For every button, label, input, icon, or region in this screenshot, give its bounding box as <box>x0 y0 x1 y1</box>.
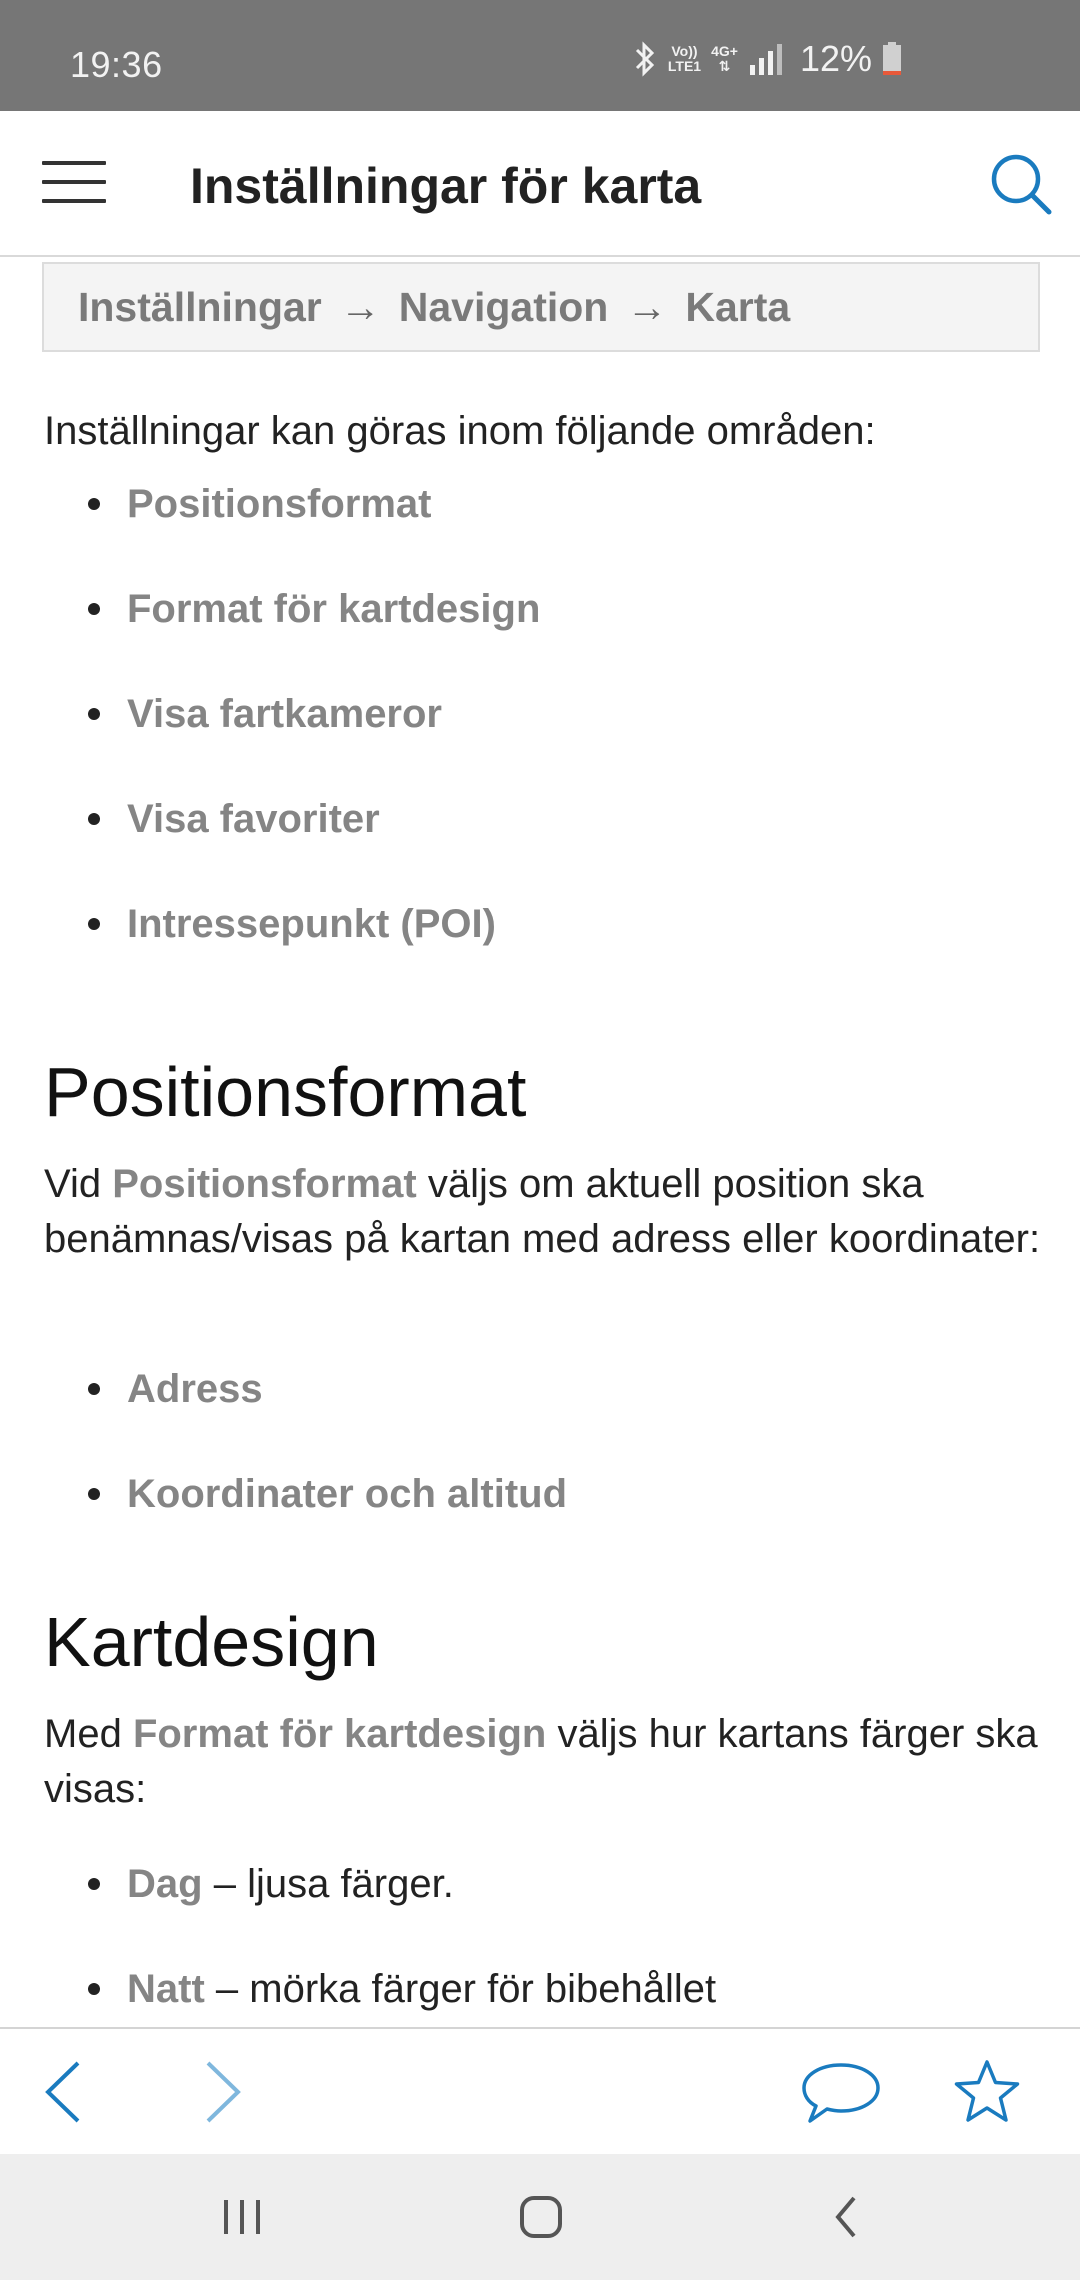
battery-icon <box>882 42 902 76</box>
page-title: Inställningar för karta <box>190 158 702 214</box>
option-dag-desc: – ljusa färger. <box>213 1862 454 1906</box>
list-item <box>0 1954 1080 2027</box>
search-icon[interactable] <box>988 151 1054 217</box>
status-bar <box>0 0 1080 111</box>
bluetooth-icon <box>632 41 658 77</box>
option-dag: Dag <box>127 1862 203 1906</box>
breadcrumb-item-karta: Karta <box>685 283 791 330</box>
position-options-list <box>0 1354 1080 1564</box>
breadcrumb <box>42 262 1040 352</box>
list-item <box>0 1459 1080 1564</box>
article-content <box>0 352 1080 2027</box>
kartdesign-options-list <box>0 1849 1080 2027</box>
link-positionsformat[interactable]: Positionsformat <box>127 482 432 526</box>
network-indicator: 4G+ ⇅ <box>711 43 738 74</box>
list-item <box>0 574 1080 679</box>
kartdesign-text: Med Format för kartdesign väljs hur kartans färger ska visas: <box>44 1712 1038 1811</box>
list-item <box>0 784 1080 889</box>
breadcrumb-separator: → <box>339 283 381 330</box>
list-item <box>0 889 1080 994</box>
term-positionsformat: Positionsformat <box>112 1162 417 1206</box>
list-item <box>0 679 1080 784</box>
hamburger-menu-icon[interactable] <box>42 161 106 207</box>
system-navigation-bar <box>0 2154 1080 2280</box>
list-item <box>0 1849 1080 1954</box>
back-icon[interactable] <box>816 2192 876 2242</box>
recents-icon[interactable] <box>212 2192 272 2242</box>
breadcrumb-item-navigation[interactable]: Navigation <box>398 283 609 330</box>
option-koordinater: Koordinater och altitud <box>127 1472 567 1516</box>
link-visa-favoriter[interactable]: Visa favoriter <box>127 797 380 841</box>
signal-icon <box>748 43 782 75</box>
status-indicators <box>632 38 902 80</box>
list-item <box>0 469 1080 574</box>
link-intressepunkt[interactable]: Intressepunkt (POI) <box>127 902 496 946</box>
intro-text: Inställningar kan göras inom följande områden: <box>44 409 876 453</box>
link-visa-fartkameror[interactable]: Visa fartkameror <box>127 692 442 736</box>
status-time: 19:36 <box>70 44 163 85</box>
link-format-kartdesign[interactable]: Format för kartdesign <box>127 587 541 631</box>
chevron-left-icon[interactable] <box>30 2057 100 2127</box>
bottom-toolbar <box>0 2027 1080 2154</box>
speech-bubble-icon[interactable] <box>800 2057 882 2127</box>
battery-percent: 12% <box>799 38 872 79</box>
app-bar <box>0 111 1080 257</box>
option-adress: Adress <box>127 1367 263 1411</box>
breadcrumb-separator: → <box>626 283 668 330</box>
term-format-kartdesign: Format för kartdesign <box>132 1712 547 1756</box>
option-natt: Natt <box>127 1967 205 2011</box>
chevron-right-icon[interactable] <box>186 2057 256 2127</box>
section-heading-positionsformat: Positionsformat <box>44 1053 527 1131</box>
breadcrumb-item-installningar[interactable]: Inställningar <box>78 283 322 330</box>
star-icon[interactable] <box>952 2057 1022 2127</box>
positionsformat-text: Vid Positionsformat väljs om aktuell position ska benämnas/visas på kartan med adress eller koordinater: <box>44 1162 1041 1261</box>
volte-indicator: Vo)) LTE1 <box>667 43 702 74</box>
option-natt-desc: – mörka färger för bibehållet <box>215 1967 717 2011</box>
section-heading-kartdesign: Kartdesign <box>44 1603 379 1681</box>
home-icon[interactable] <box>512 2192 572 2242</box>
area-link-list <box>0 469 1080 994</box>
list-item <box>0 1354 1080 1459</box>
